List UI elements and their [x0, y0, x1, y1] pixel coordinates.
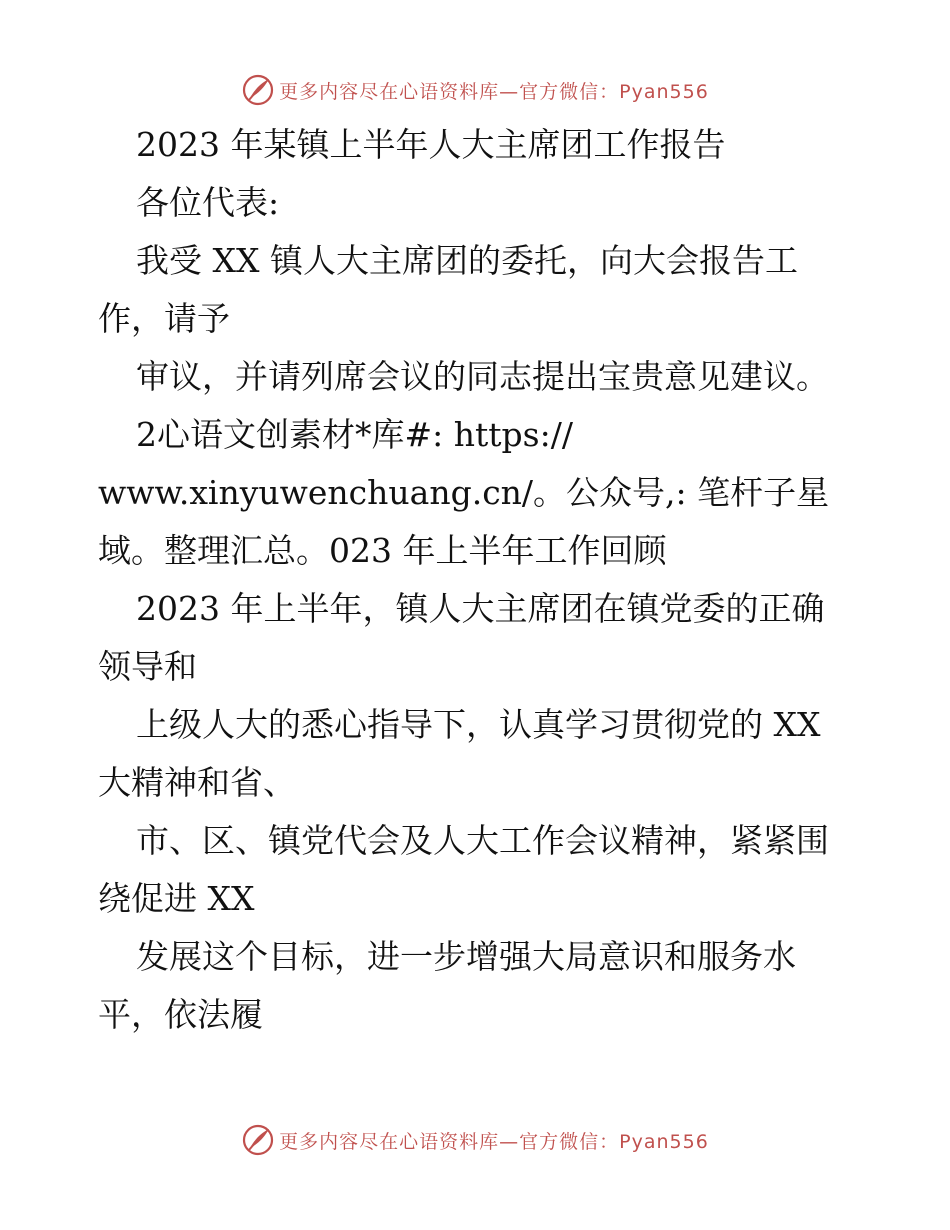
feather-pen-logo-icon	[241, 1123, 275, 1157]
paragraph-line: 上级人大的悉心指导下，认真学习贯彻党的 XX	[136, 705, 821, 744]
footer-watermark-text: 更多内容尽在心语资料库—官方微信：Pyan556	[279, 1130, 709, 1153]
salutation-line: 各位代表:	[136, 183, 280, 222]
document-body	[98, 116, 858, 1044]
paragraph-line: 2023 年上半年，镇人大主席团在镇党委的正确	[136, 589, 825, 628]
header-watermark-text: 更多内容尽在心语资料库—官方微信：Pyan556	[279, 80, 709, 103]
paragraph-line: 审议，并请列席会议的同志提出宝贵意见建议。	[136, 357, 829, 396]
paragraph-line: 大精神和省、	[98, 763, 296, 802]
paragraph-line: www.xinyuwenchuang.cn/。公众号,: 笔杆子星	[98, 473, 830, 512]
paragraph-line: 市、区、镇党代会及人大工作会议精神，紧紧围	[136, 821, 829, 860]
paragraph-line: 平，依法履	[98, 995, 263, 1034]
header-watermark-banner	[0, 70, 950, 110]
paragraph-line: 我受 XX 镇人大主席团的委托，向大会报告工	[136, 241, 798, 280]
paragraph-line: 领导和	[98, 647, 197, 686]
paragraph-line: 2心语文创素材*库#: https://	[136, 415, 573, 454]
paragraph-line: 域。整理汇总。023 年上半年工作回顾	[98, 531, 667, 570]
doc-title-line: 2023 年某镇上半年人大主席团工作报告	[136, 125, 726, 164]
paragraph-line: 绕促进 XX	[98, 879, 255, 918]
paragraph-line: 发展这个目标，进一步增强大局意识和服务水	[136, 937, 796, 976]
footer-watermark-banner	[0, 1120, 950, 1160]
feather-pen-logo-icon	[241, 73, 275, 107]
paragraph-line: 作，请予	[98, 299, 230, 338]
